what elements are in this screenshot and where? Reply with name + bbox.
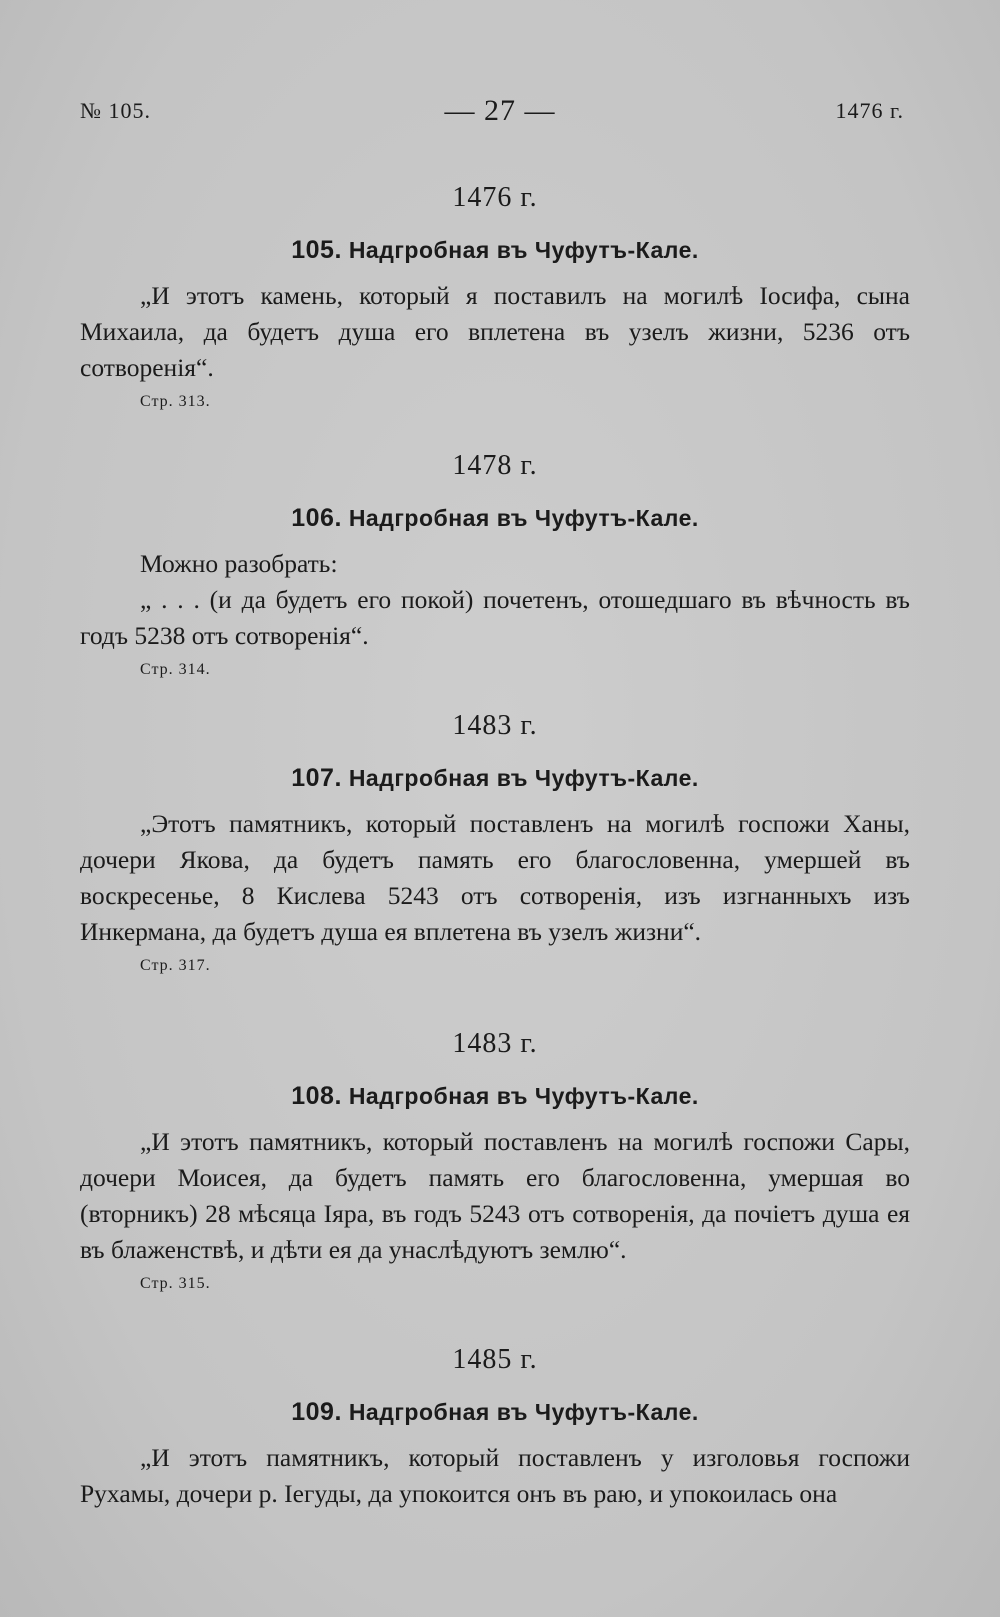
page-reference: Стр. 315. <box>140 1275 211 1292</box>
entry-heading <box>80 1076 910 1116</box>
entry-108 <box>80 1024 910 1296</box>
entry-intro: Можно разобрать: <box>140 549 338 578</box>
entry-heading <box>80 230 910 270</box>
page-number: — 27 — <box>444 94 556 127</box>
entry-text: „Этотъ памятникъ, который поставленъ на могилѣ госпожи Ханы, дочери Якова, да будетъ память его благословенна, умершей въ воскресенье, 8 Кислева 5243 отъ сотворенія, изъ изгнанныхъ изъ Инкермана, да будетъ душа ея вплетена въ узелъ жизни“. <box>80 809 910 946</box>
entry-year: 1476 г. <box>452 182 538 213</box>
entry-text: „ . . . (и да будетъ его покой) почетенъ, отошедшаго въ вѣчность въ годъ 5238 отъ сотворенія“. <box>80 585 910 650</box>
entry-year: 1478 г. <box>452 450 538 481</box>
entry-text: „И этотъ памятникъ, который поставленъ на могилѣ госпожи Сары, дочери Моисея, да будетъ память его благословенна, умершая во (вторникъ) 28 мѣсяца Іяра, въ годъ 5243 отъ сотворенія, да почіетъ душа ея въ блаженствѣ, и дѣти ея да унаслѣдуютъ землю“. <box>80 1127 910 1264</box>
entry-text: „И этотъ камень, который я поставилъ на могилѣ Іосифа, сына Михаила, да будетъ душа его вплетена въ узелъ жизни, 5236 отъ сотворенія“. <box>80 281 910 382</box>
entry-number: 108. <box>291 1082 342 1110</box>
entry-heading <box>80 498 910 538</box>
entry-107 <box>80 706 910 978</box>
page-reference: Стр. 317. <box>140 957 211 974</box>
entry-body <box>80 1440 910 1512</box>
running-head-year: 1476 г. <box>835 98 904 123</box>
entry-text: „И этотъ памятникъ, который поставленъ у изголовья госпожи Рухамы, дочери р. Іегуды, да упокоится онъ въ раю, и упокоилась она <box>80 1443 910 1508</box>
entry-105 <box>80 178 910 414</box>
entry-year: 1485 г. <box>452 1344 538 1375</box>
entry-109 <box>80 1340 910 1512</box>
entry-title: Надгробная въ Чуфутъ-Кале. <box>348 765 699 791</box>
entry-body <box>80 546 910 654</box>
entry-title: Надгробная въ Чуфутъ-Кале. <box>348 237 699 263</box>
page-reference: Стр. 313. <box>140 393 211 410</box>
entry-title: Надгробная въ Чуфутъ-Кале. <box>348 1399 699 1425</box>
running-head-entry-number: № 105. <box>80 98 151 123</box>
running-head <box>0 94 1000 130</box>
entry-body <box>80 278 910 386</box>
entry-title: Надгробная въ Чуфутъ-Кале. <box>348 505 699 531</box>
entry-number: 107. <box>291 764 342 792</box>
entry-title: Надгробная въ Чуфутъ-Кале. <box>348 1083 699 1109</box>
entry-year: 1483 г. <box>452 710 538 741</box>
entry-body <box>80 806 910 950</box>
entry-number: 105. <box>291 236 342 264</box>
entry-heading <box>80 758 910 798</box>
entry-body <box>80 1124 910 1268</box>
entry-year: 1483 г. <box>452 1028 538 1059</box>
entry-number: 109. <box>291 1398 342 1426</box>
entry-heading <box>80 1392 910 1432</box>
entry-106 <box>80 446 910 682</box>
page-reference: Стр. 314. <box>140 661 211 678</box>
entry-number: 106. <box>291 504 342 532</box>
